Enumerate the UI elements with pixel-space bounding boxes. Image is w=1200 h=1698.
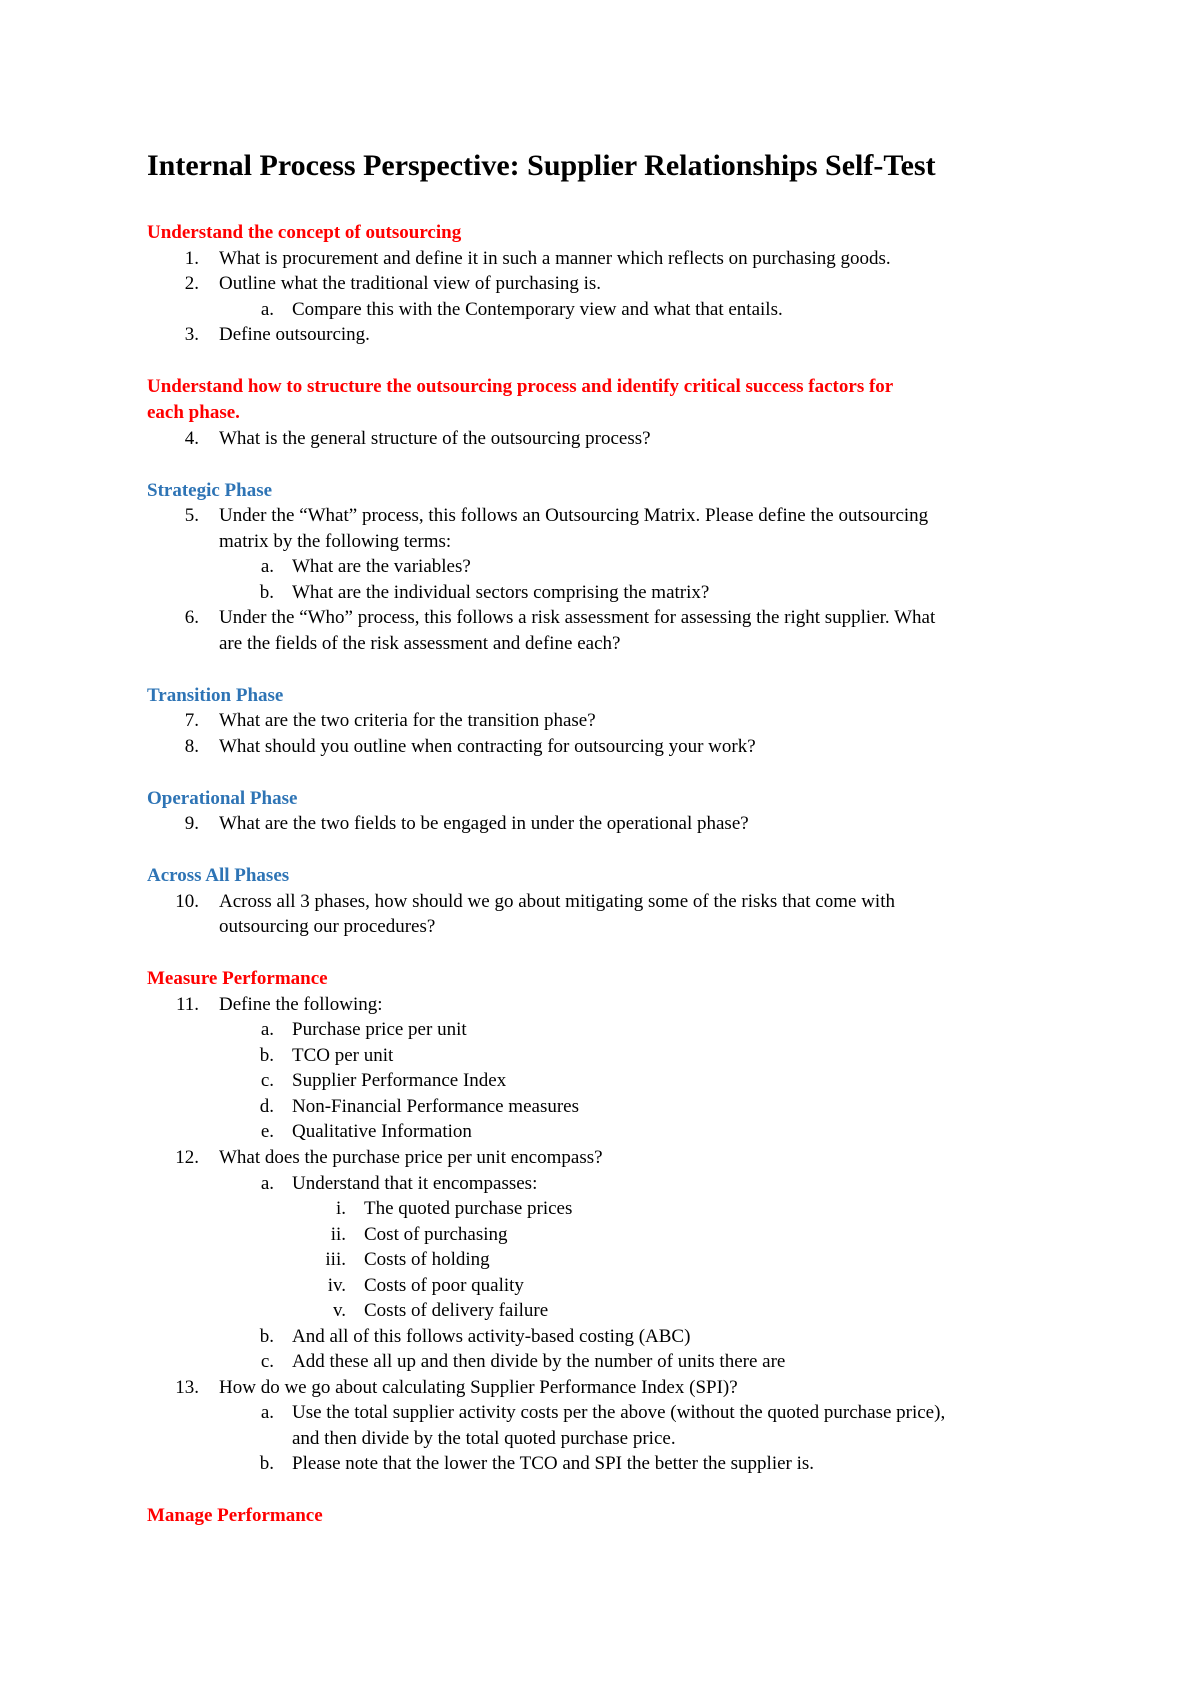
section-heading-structure-line2: each phase.	[147, 402, 240, 423]
list-item: What is procurement and define it in such a manner which reflects on purchasing goods.	[219, 248, 891, 269]
list-roman: v.	[332, 1300, 346, 1321]
list-subitem: Non-Financial Performance measures	[292, 1096, 580, 1117]
list-subitem: What are the variables?	[292, 556, 471, 577]
list-number: 9.	[184, 813, 199, 834]
list-letter: b.	[259, 1045, 274, 1066]
list-item: What are the two fields to be engaged in under the operational phase?	[219, 813, 749, 834]
highlighted-answer-text: Use the total supplier activity costs per the above (without the quoted purchase price),	[292, 1402, 946, 1423]
list-item: How do we go about calculating Supplier Performance Index (SPI)?	[219, 1377, 738, 1398]
section-heading-structure-line1: Understand how to structure the outsourcing process and identify critical success factors for	[147, 376, 894, 397]
highlighted-answer-text: Costs of holding	[364, 1249, 490, 1270]
list-subitem: TCO per unit	[292, 1045, 394, 1066]
section-heading-strategic-phase: Strategic Phase	[147, 480, 273, 501]
highlighted-answer-text: Cost of purchasing	[364, 1224, 508, 1245]
section-heading-transition-phase: Transition Phase	[147, 685, 284, 706]
list-item: Across all 3 phases, how should we go about mitigating some of the risks that come with	[219, 891, 895, 912]
list-item-continuation: outsourcing our procedures?	[219, 916, 436, 937]
list-letter: d.	[259, 1096, 274, 1117]
list-letter: e.	[260, 1121, 274, 1142]
list-roman: ii.	[330, 1224, 346, 1245]
list-subitem: Qualitative Information	[292, 1121, 472, 1142]
list-number: 4.	[184, 428, 199, 449]
list-number: 3.	[184, 324, 199, 345]
list-roman: iv.	[327, 1275, 346, 1296]
list-letter: a.	[260, 1402, 274, 1423]
section-heading-across-all-phases: Across All Phases	[147, 865, 290, 886]
list-letter: b.	[259, 582, 274, 603]
list-item-continuation: matrix by the following terms:	[219, 531, 452, 552]
list-letter: c.	[260, 1070, 274, 1091]
list-number: 5.	[184, 505, 199, 526]
list-item: Under the “What” process, this follows an Outsourcing Matrix. Please define the outsourcing	[219, 505, 929, 526]
list-item: Outline what the traditional view of purchasing is.	[219, 273, 602, 294]
document-title: Internal Process Perspective: Supplier Relationships Self-Test	[147, 149, 936, 182]
list-number: 11.	[175, 994, 199, 1015]
list-item: Define the following:	[219, 994, 383, 1015]
list-item: Under the “Who” process, this follows a risk assessment for assessing the right supplier. What	[219, 607, 936, 628]
list-item: What should you outline when contracting for outsourcing your work?	[219, 736, 756, 757]
section-heading-manage-performance: Manage Performance	[147, 1505, 323, 1526]
section-heading-operational-phase: Operational Phase	[147, 788, 298, 809]
highlighted-answer-text: The quoted purchase prices	[364, 1198, 573, 1219]
list-letter: a.	[260, 299, 274, 320]
list-number: 7.	[184, 710, 199, 731]
highlighted-answer-text: Costs of delivery failure	[364, 1300, 549, 1321]
list-subitem: Purchase price per unit	[292, 1019, 467, 1040]
list-number: 8.	[184, 736, 199, 757]
list-subitem: What are the individual sectors comprising the matrix?	[292, 582, 710, 603]
list-letter: b.	[259, 1453, 274, 1474]
section-heading-measure-performance: Measure Performance	[147, 968, 328, 989]
list-roman: i.	[335, 1198, 346, 1219]
list-number: 2.	[184, 273, 199, 294]
list-number: 1.	[184, 248, 199, 269]
list-number: 13.	[175, 1377, 199, 1398]
list-subitem: Supplier Performance Index	[292, 1070, 507, 1091]
highlighted-answer-text: And all of this follows activity-based costing (ABC)	[292, 1326, 691, 1347]
list-letter: a.	[260, 1173, 274, 1194]
list-number: 6.	[184, 607, 199, 628]
list-item-continuation: are the fields of the risk assessment and define each?	[219, 633, 621, 654]
list-item: What are the two criteria for the transition phase?	[219, 710, 596, 731]
list-item: What does the purchase price per unit encompass?	[219, 1147, 603, 1168]
highlighted-answer-text: Add these all up and then divide by the number of units there are	[292, 1351, 786, 1372]
list-letter: b.	[259, 1326, 274, 1347]
highlighted-answer-text: Understand that it encompasses:	[292, 1173, 538, 1194]
list-subitem: Compare this with the Contemporary view and what that entails.	[292, 299, 783, 320]
list-roman: iii.	[325, 1249, 346, 1270]
list-item: What is the general structure of the outsourcing process?	[219, 428, 651, 449]
highlighted-answer-text: Costs of poor quality	[364, 1275, 524, 1296]
list-letter: a.	[260, 556, 274, 577]
list-number: 12.	[175, 1147, 199, 1168]
list-letter: a.	[260, 1019, 274, 1040]
section-heading-outsourcing-concept: Understand the concept of outsourcing	[147, 222, 462, 243]
list-number: 10.	[175, 891, 199, 912]
list-item: Define outsourcing.	[219, 324, 370, 345]
list-letter: c.	[260, 1351, 274, 1372]
highlighted-answer-text: and then divide by the total quoted purchase price.	[292, 1428, 676, 1449]
highlighted-answer-text: Please note that the lower the TCO and SPI the better the supplier is.	[292, 1453, 815, 1474]
